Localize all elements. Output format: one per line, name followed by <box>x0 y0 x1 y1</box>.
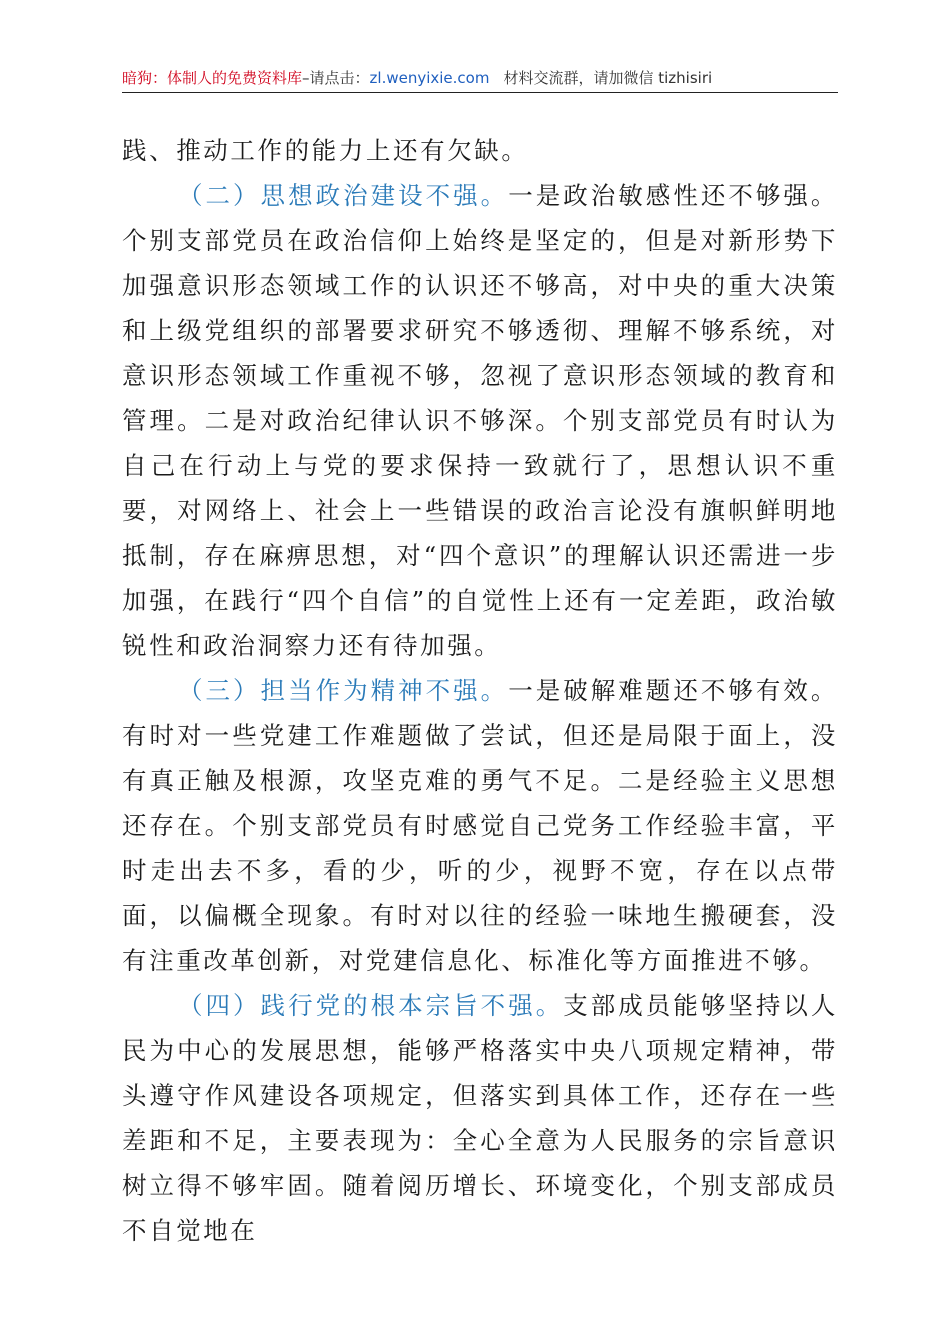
section-heading: （四）践行党的根本宗旨不强。 <box>178 991 564 1020</box>
paragraph-text: 一是破解难题还不够有效。有时对一些党建工作难题做了尝试，但还是局限于面上，没有真正触及根源，攻坚克难的勇气不足。二是经验主义思想还存在。个别支部党员有时感觉自己党务工作经验丰富，平时走出去不多，看的少，听的少，视野不宽，存在以点带面，以偏概全现象。有时对以往的经验一味地生搬硬套，没有注重改革创新，对党建信息化、标准化等方面推进不够。 <box>122 676 839 975</box>
paragraph-text: 践、推动工作的能力上还有欠缺。 <box>122 136 529 165</box>
header-url-link[interactable]: zl.wenyixie.com <box>369 69 490 87</box>
paragraph-3 <box>122 668 838 983</box>
paragraph-4 <box>122 983 838 1253</box>
section-heading: （三）担当作为精神不强。 <box>178 676 509 705</box>
header-click-prompt: –请点击： <box>302 69 370 87</box>
page-header <box>122 64 838 93</box>
paragraph-text: 一是政治敏感性还不够强。个别支部党员在政治信仰上始终是坚定的，但是对新形势下加强意识形态领域工作的认识还不够高，对中央的重大决策和上级党组织的部署要求研究不够透彻、理解不够系统，对意识形态领域工作重视不够，忽视了意识形态领域的教育和管理。二是对政治纪律认识不够深。个别支部党员有时认为自己在行动上与党的要求保持一致就行了，思想认识不重要，对网络上、社会上一些错误的政治言论没有旗帜鲜明地抵制，存在麻痹思想，对“四个意识”的理解认识还需进一步加强，在践行“四个自信”的自觉性上还有一定差距，政治敏锐性和政治洞察力还有待加强。 <box>122 181 839 660</box>
header-contact: 材料交流群，请加微信 tizhisiri <box>503 69 713 87</box>
document-body <box>122 128 838 1253</box>
header-brand: 暗狗：体制人的免费资料库 <box>122 69 303 87</box>
paragraph-1 <box>122 128 838 173</box>
paragraph-2 <box>122 173 838 668</box>
paragraph-text: 支部成员能够坚持以人民为中心的发展思想，能够严格落实中央八项规定精神，带头遵守作风建设各项规定，但落实到具体工作，还存在一些差距和不足，主要表现为：全心全意为人民服务的宗旨意识树立得不够牢固。随着阅历增长、环境变化，个别支部成员不自觉地在 <box>122 991 839 1245</box>
section-heading: （二）思想政治建设不强。 <box>178 181 509 210</box>
